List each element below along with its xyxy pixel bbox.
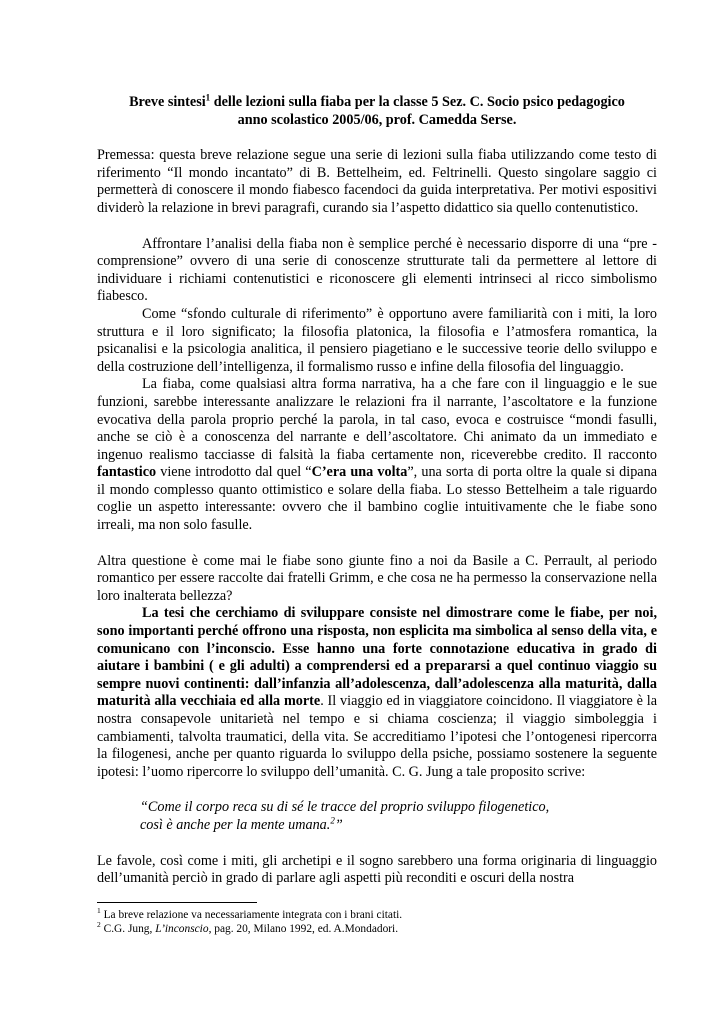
- document-title: [97, 94, 657, 129]
- paragraph-altra-questione: Altra questione è come mai le fiabe sono giunte fino a noi da Basile a C. Perrault, al periodo romantico per essere raccolte dai fratelli Grimm, e che cosa ne ha permesso la conservazione nella loro inalterata bellezza?: [97, 552, 657, 604]
- footnote-separator: [97, 902, 257, 903]
- footnote-ref-2: 2: [330, 815, 335, 826]
- paragraph-fiaba: La fiaba, come qualsiasi altra forma narrativa, ha a che fare con il linguaggio e le sue funzioni, sarebbe interessante analizzare le relazioni fra il narrante, l’ascoltatore e la funzione evocativa della parola proprio perché la parola, in tal caso, evoca e costruisce “mondi fasulli, anche se ciò è a conoscenza del narrante e dell’ascoltatore. Chi animato da un immediato e ingenuo realismo tacciasse di falsità la fiaba certamente non, riceverebbe credito. Il racconto fantastico viene introdotto dal quel “C’era una volta”, una sorta di porta oltre la quale si dipana il mondo complesso quanto ottimistico e solare della fiaba. Lo stesso Bettelheim a tale riguardo coglie un aspetto interessante: ovvero che il bambino coglie intuitivamente che le fiabe sono irreali, ma non solo fasulle.: [97, 376, 657, 534]
- footnote-2: $^2$ C.G. Jung, L’inconscio, pag. 20, Milano 1992, ed. A.Mondadori.: [97, 919, 399, 935]
- title-line-2: anno scolastico 2005/06, prof. Camedda Serse.: [237, 111, 517, 128]
- bold-tesi: La tesi che cerchiamo di sviluppare consiste nel dimostrare come le fiabe, per noi, sono importanti perché offrono una risposta, non esplicita ma simbolica al senso della vita, e comunicano con l’inconscio. Esse hanno una forte connotazione educativa in grado di aiutare i bambini ( e gli adulti) a comprendersi ed a prepararsi a quel continuo viaggio su sempre nuovi continenti: dall’infanzia all’adolescenza, dall’adolescenza alla maturità, dalla maturità alla vecchiaia ed alla morte: [97, 605, 657, 710]
- paragraph-tesi: La tesi che cerchiamo di sviluppare consiste nel dimostrare come le fiabe, per noi, sono importanti perché offrono una risposta, non esplicita ma simbolica al senso della vita, e comunicano con l’inconscio. Esse hanno una forte connotazione educativa in grado di aiutare i bambini ( e gli adulti) a comprendersi ed a prepararsi a quel continuo viaggio su sempre nuovi continenti: dall’infanzia all’adolescenza, dall’adolescenza alla maturità, dalla maturità alla vecchiaia ed alla morte. Il viaggio ed in viaggiatore coincidono. Il viaggiatore è la nostra consapevole unitarietà nel tempo e si chiama coscienza; il viaggio simboleggia i cambiamenti, talvolta traumatici, della vita. Se accreditiamo l’ipotesi che l’ontogenesi ripercorra la filogenesi, anche per quanto riguarda lo sviluppo della psiche, possiamo sostenere la seguente ipotesi: l’uomo ripercorre lo sviluppo dell’umanità. C. G. Jung a tale proposito scrive:: [97, 605, 657, 780]
- book-title: L’inconscio: [155, 922, 209, 935]
- document-page: [97, 94, 657, 888]
- paragraph-affrontare: Affrontare l’analisi della fiaba non è semplice perché è necessario disporre di una “pre - comprensione” ovvero di una serie di conoscenze strutturate tali da permettere al lettore di individuare i richiami contenutistici e riconoscere gli elementi intrinseci al ricco simbolismo fiabesco.: [97, 235, 657, 305]
- bold-cera-una-volta: C’era una volta: [311, 464, 408, 481]
- bold-fantastico: fantastico: [97, 464, 157, 481]
- quote-line-2: così è anche per la mente umana.$^2$”: [140, 815, 343, 833]
- paragraph-sfondo: Come “sfondo culturale di riferimento” è opportuno avere familiarità con i miti, la loro struttura e il loro significato; la filosofia platonica, la filosofia e l’atmosfera romantica, la psicanalisi e la psicologia analitica, il pensiero piagetiano e le successive teorie dello sviluppo e della costruzione dell’intelligenza, il formalismo russo e infine della filosofia del linguaggio.: [97, 305, 657, 375]
- footnotes: [97, 902, 657, 936]
- quote-line-1: “Come il corpo reca su di sé le tracce del proprio sviluppo filogenetico,: [140, 799, 550, 816]
- paragraph-premessa: Premessa: questa breve relazione segue una serie di lezioni sulla fiaba utilizzando come testo di riferimento “Il mondo incantato” di B. Bettelheim, ed. Feltrinelli. Questo singolare saggio ci permetterà di conoscere il mondo fiabesco facendoci da guida interpretativa. Per motivi espositivi dividerò la relazione in brevi paragrafi, curando sia l’aspetto didattico sia quello contenutistico.: [97, 147, 657, 216]
- footnote-ref-1: 1: [205, 92, 211, 103]
- title-line-1: Breve sintesi$^1$ delle lezioni sulla fiaba per la classe 5 Sez. C. Socio psico pedagogico: [129, 92, 625, 110]
- footnote-1: $^1$ La breve relazione va necessariamente integrata con i brani citati.: [97, 906, 403, 921]
- paragraph-favole: Le favole, così come i miti, gli archetipi e il sogno sarebbero una forma originaria di linguaggio dell’umanità perciò in grado di parlare agli aspetti più reconditi e oscuri della nostra: [97, 852, 657, 887]
- jung-quote: [140, 799, 657, 834]
